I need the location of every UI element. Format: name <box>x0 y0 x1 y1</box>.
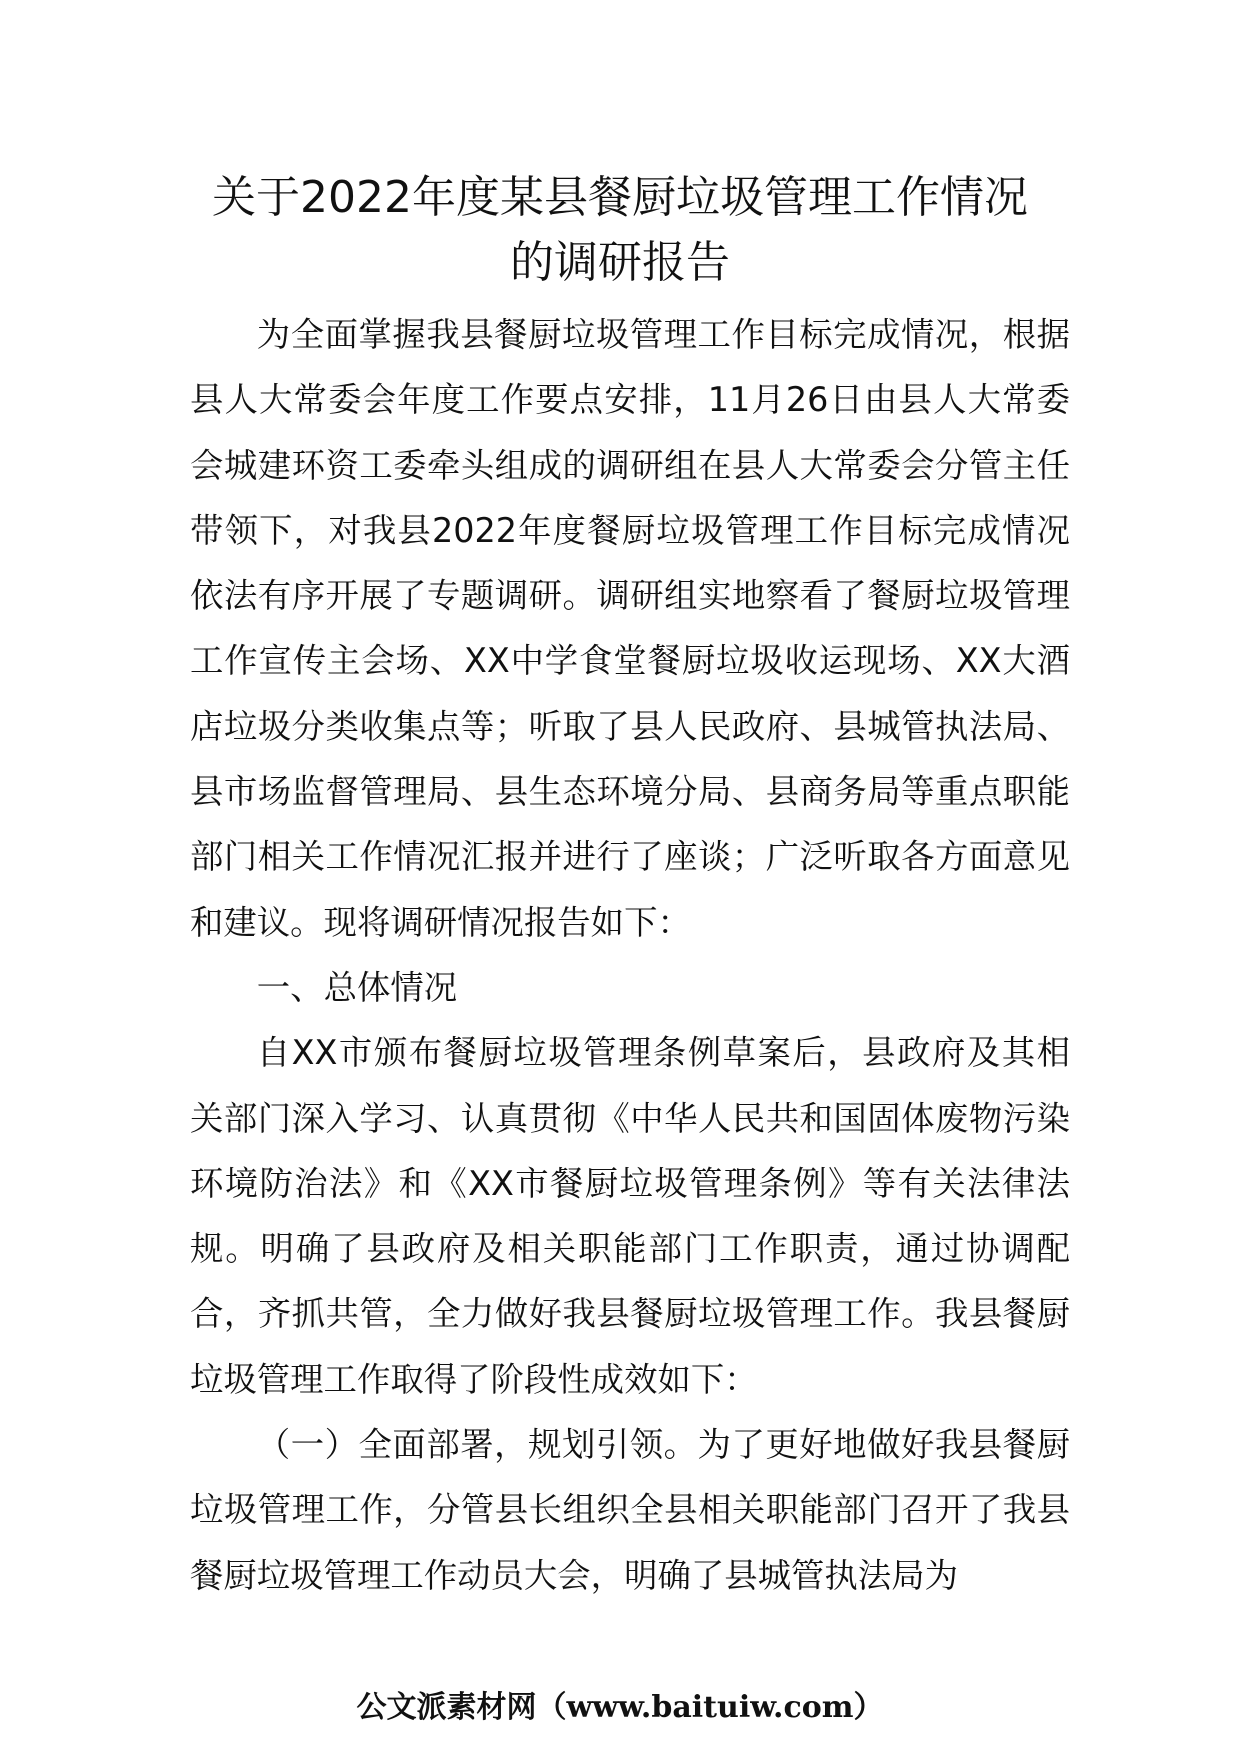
document-title-line-1: 关于2022年度某县餐厨垃圾管理工作情况 <box>212 172 1028 223</box>
paragraph-overview: 自XX市颁布餐厨垃圾管理条例草案后，县政府及其相关部门深入学习、认真贯彻《中华人民共和国固体废物污染环境防治法》和《XX市餐厨垃圾管理条例》等有关法律法规。明确了县政府及相关职能部门工作职责，通过协调配合，齐抓共管，全力做好我县餐厨垃圾管理工作。我县餐厨垃圾管理工作取得了阶段性成效如下： <box>190 1033 1070 1399</box>
paragraph-subsection-1: （一）全面部署，规划引领。为了更好地做好我县餐厨垃圾管理工作，分管县长组织全县相关职能部门召开了我县餐厨垃圾管理工作动员大会，明确了县城管执法局为 <box>190 1425 1070 1595</box>
document-body <box>190 302 1070 1608</box>
section-heading-overview: 一、总体情况 <box>256 967 458 1007</box>
footer-watermark: 公文派素材网（www.baituiw.com） <box>356 1690 884 1725</box>
document-title-line-2: 的调研报告 <box>510 237 730 288</box>
paragraph-intro: 为全面掌握我县餐厨垃圾管理工作目标完成情况，根据县人大常委会年度工作要点安排，11月26日由县人大常委会城建环资工委牵头组成的调研组在县人大常委会分管主任带领下，对我县2022年度餐厨垃圾管理工作目标完成情况依法有序开展了专题调研。调研组实地察看了餐厨垃圾管理工作宣传主会场、XX中学食堂餐厨垃圾收运现场、XX大酒店垃圾分类收集点等；听取了县人民政府、县城管执法局、县市场监督管理局、县生态环境分局、县商务局等重点职能部门相关工作情况汇报并进行了座谈；广泛听取各方面意见和建议。现将调研情况报告如下： <box>190 315 1070 942</box>
